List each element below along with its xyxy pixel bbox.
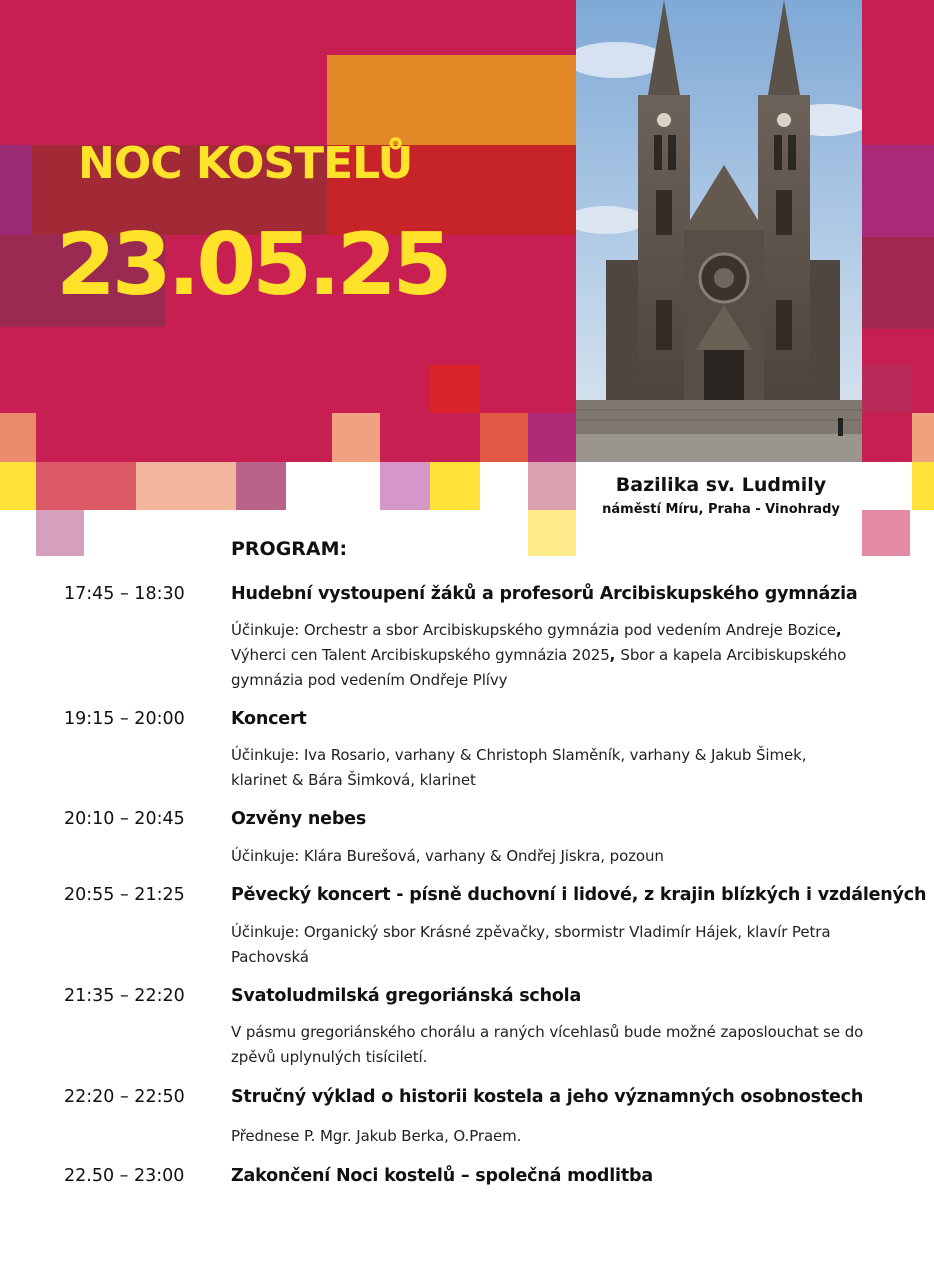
event-time: 20:55 – 21:25: [64, 885, 185, 905]
decor-block: [528, 510, 576, 556]
decor-block: [862, 145, 934, 237]
decor-block: [528, 462, 576, 510]
event-time: 17:45 – 18:30: [64, 584, 185, 604]
decor-block: [36, 462, 136, 510]
decor-block: [528, 413, 576, 462]
decor-block: [0, 145, 32, 235]
decor-block: [430, 462, 480, 510]
event-time: 19:15 – 20:00: [64, 709, 185, 729]
decor-block: [862, 237, 934, 329]
event-description: V pásmu gregoriánského chorálu a raných vícehlasů bude možné zaposlouchat se do zpěvů uplynulých tisíciletí.: [231, 1023, 864, 1066]
event-time: 22:20 – 22:50: [64, 1087, 185, 1107]
decor-block: [0, 413, 36, 462]
decor-block: [0, 462, 36, 510]
decor-block: [430, 365, 480, 413]
description-text: Výherci cen Talent Arcibiskupského gymnázia 2025: [231, 646, 610, 664]
event-title: Zakončení Noci kostelů – společná modlitba: [231, 1166, 653, 1186]
event-title: Koncert: [231, 709, 307, 729]
event-time: 21:35 – 22:20: [64, 986, 185, 1006]
description-punct: ,: [835, 621, 842, 639]
event-title: Hudební vystoupení žáků a profesorů Arcibiskupského gymnázia: [231, 584, 858, 604]
event-description-line: gymnázia pod vedením Ondřeje Plívy: [231, 671, 508, 689]
decor-block: [36, 510, 84, 556]
event-description: Přednese P. Mgr. Jakub Berka, O.Praem.: [231, 1127, 522, 1145]
event-time: 22.50 – 23:00: [64, 1166, 185, 1186]
decor-block: [380, 462, 430, 510]
basilica-photo: [576, 0, 862, 462]
event-description: Účinkuje: Iva Rosario, varhany & Christoph Slaměník, varhany & Jakub Šimek, klarinet & Bára Šimková, klarinet: [231, 746, 807, 789]
event-description: Účinkuje: Organický sbor Krásné zpěvačky, sbormistr Vladimír Hájek, klavír Petra Pachovská: [231, 923, 831, 966]
venue-name: Bazilika sv. Ludmily: [615, 474, 827, 496]
decor-block: [912, 413, 934, 462]
event-description-line: [231, 643, 891, 668]
decor-block: [236, 462, 286, 510]
description-punct: ,: [609, 646, 621, 664]
event-date: 23.05.25: [56, 215, 449, 315]
decor-block: [912, 462, 934, 510]
venue-address: náměstí Míru, Praha - Vinohrady: [602, 502, 840, 517]
event-time: 20:10 – 20:45: [64, 809, 185, 829]
event-description: [231, 618, 891, 693]
event-logo-title: NOC KOSTELŮ: [78, 138, 413, 189]
event-title: Svatoludmilská gregoriánská schola: [231, 986, 582, 1006]
event-title: Pěvecký koncert - písně duchovní i lidové, z krajin blízkých i vzdálených: [231, 885, 927, 905]
event-title: Ozvěny nebes: [231, 809, 367, 829]
decor-block: [862, 365, 912, 413]
event-description: Účinkuje: Klára Burešová, varhany & Ondřej Jiskra, pozoun: [231, 847, 664, 865]
basilica-illustration: [576, 0, 862, 462]
decor-block: [136, 462, 236, 510]
description-text: Sbor a kapela Arcibiskupského: [620, 646, 847, 664]
description-text: Účinkuje: Orchestr a sbor Arcibiskupského gymnázia pod vedením Andreje Bozice: [231, 621, 836, 639]
decor-block: [480, 413, 528, 462]
event-description-line: [231, 618, 891, 643]
decor-block: [332, 413, 380, 462]
program-heading: PROGRAM:: [231, 538, 348, 560]
decor-block: [327, 55, 576, 145]
decor-block: [862, 510, 910, 556]
event-title: Stručný výklad o historii kostela a jeho významných osobnostech: [231, 1087, 864, 1107]
